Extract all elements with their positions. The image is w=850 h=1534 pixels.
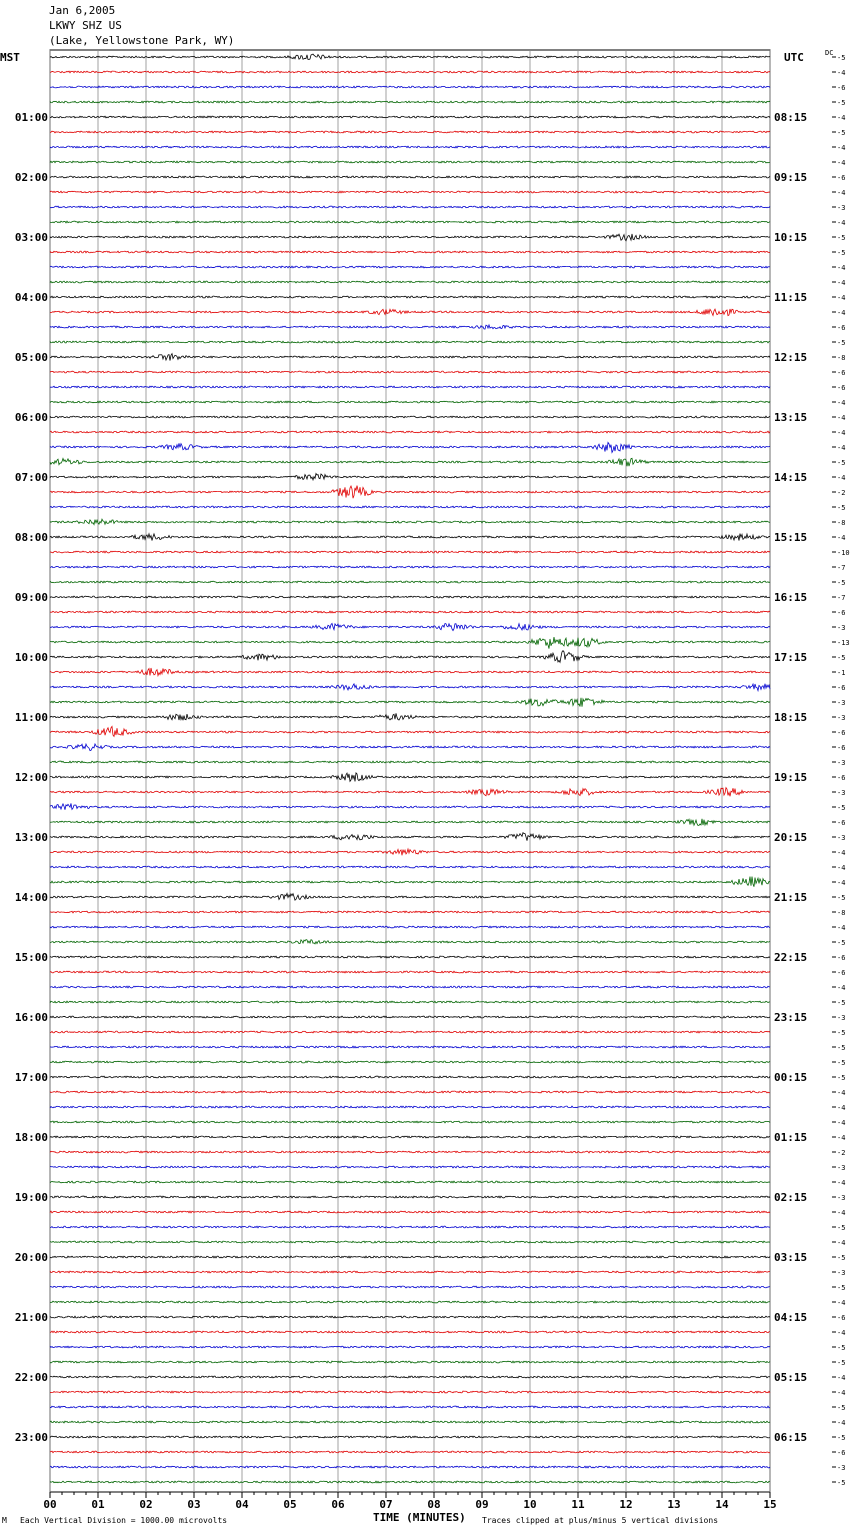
mst-time-label: 19:00: [14, 1191, 48, 1204]
utc-time-label: 21:15: [774, 891, 808, 904]
seismic-trace: [50, 281, 770, 283]
seismic-trace: [50, 1361, 770, 1363]
dc-offset-label: -7: [837, 564, 846, 572]
mst-time-label: 22:00: [14, 1371, 48, 1384]
seismic-trace: [50, 474, 770, 480]
dc-offset-label: -4: [837, 399, 846, 407]
dc-offset-label: -6: [837, 324, 846, 332]
seismic-trace: [50, 971, 770, 973]
seismic-trace: [50, 234, 770, 241]
clip-note: Traces clipped at plus/minus 5 vertical divisions: [482, 1516, 719, 1525]
seismic-trace: [50, 386, 770, 388]
seismic-trace: [50, 1001, 770, 1003]
dc-offset-label: -3: [837, 759, 846, 767]
dc-offset-label: -8: [837, 909, 846, 917]
seismic-trace: [50, 354, 770, 361]
dc-offset-label: -7: [837, 594, 846, 602]
dc-offset-label: -5: [837, 1254, 846, 1262]
seismic-trace: [50, 713, 770, 720]
seismic-trace: [50, 566, 770, 568]
dc-offset-label: -4: [837, 1374, 846, 1382]
dc-offset-label: -6: [837, 84, 846, 92]
seismic-trace: [50, 551, 770, 553]
dc-offset-label: -5: [837, 1029, 846, 1037]
utc-time-label: 16:15: [774, 591, 808, 604]
seismic-trace: [50, 54, 770, 59]
dc-offset-label: -3: [837, 1164, 846, 1172]
utc-time-label: 00:15: [774, 1071, 808, 1084]
dc-offset-label: -4: [837, 849, 846, 857]
dc-offset-label: -4: [837, 279, 846, 287]
dc-offset-label: -4: [837, 219, 846, 227]
seismic-trace: [50, 926, 770, 928]
utc-time-label: 19:15: [774, 771, 808, 784]
utc-time-label: 02:15: [774, 1191, 808, 1204]
seismic-trace: [50, 611, 770, 613]
dc-offset-label: -5: [837, 249, 846, 257]
dc-offset-label: -5: [837, 504, 846, 512]
seismic-trace: [50, 325, 770, 329]
seismic-trace: [50, 161, 770, 163]
mst-time-label: 03:00: [14, 231, 48, 244]
dc-offset-label: -1: [837, 669, 846, 677]
dc-offset-label: -4: [837, 444, 846, 452]
utc-time-label: 20:15: [774, 831, 808, 844]
dc-offset-label: -5: [837, 1479, 846, 1487]
x-tick-label: 03: [187, 1498, 201, 1511]
dc-axis-title: DC: [825, 49, 834, 57]
utc-axis-title: UTC: [784, 51, 804, 64]
dc-offset-label: -6: [837, 174, 846, 182]
seismic-trace: [50, 1016, 770, 1018]
seismic-trace: [50, 1196, 770, 1198]
utc-time-label: 04:15: [774, 1311, 808, 1324]
x-tick-label: 04: [235, 1498, 249, 1511]
dc-offset-label: -5: [837, 1404, 846, 1412]
dc-offset-label: -4: [837, 864, 846, 872]
dc-offset-label: -4: [837, 1209, 846, 1217]
x-tick-label: 14: [715, 1498, 729, 1511]
dc-offset-label: -4: [837, 144, 846, 152]
plot-frame: [50, 50, 770, 1492]
mst-time-label: 04:00: [14, 291, 48, 304]
seismic-trace: [50, 116, 770, 118]
utc-time-label: 23:15: [774, 1011, 808, 1024]
mst-time-label: 21:00: [14, 1311, 48, 1324]
seismic-trace: [50, 744, 770, 751]
seismic-trace: [50, 442, 770, 452]
seismic-trace: [50, 1421, 770, 1423]
dc-offset-label: -5: [837, 1074, 846, 1082]
dc-offset-label: -5: [837, 1224, 846, 1232]
seismic-trace: [50, 1046, 770, 1048]
dc-offset-label: -3: [837, 1194, 846, 1202]
mst-time-label: 02:00: [14, 171, 48, 184]
dc-offset-label: -4: [837, 1329, 846, 1337]
dc-offset-label: -3: [837, 699, 846, 707]
utc-time-label: 09:15: [774, 171, 808, 184]
seismic-trace: [50, 1301, 770, 1303]
x-tick-label: 08: [427, 1498, 441, 1511]
dc-offset-label: -3: [837, 789, 846, 797]
x-tick-label: 01: [91, 1498, 105, 1511]
seismic-trace: [50, 101, 770, 103]
dc-offset-label: -2: [837, 1149, 846, 1157]
dc-offset-label: -6: [837, 369, 846, 377]
seismic-trace: [50, 519, 770, 524]
seismic-trace: [50, 1436, 770, 1438]
seismic-trace: [50, 1331, 770, 1333]
dc-offset-label: -4: [837, 984, 846, 992]
seismic-trace: [50, 221, 770, 223]
dc-offset-label: -5: [837, 459, 846, 467]
utc-time-label: 06:15: [774, 1431, 808, 1444]
dc-offset-label: -4: [837, 309, 846, 317]
mst-time-label: 08:00: [14, 531, 48, 544]
mst-time-label: 23:00: [14, 1431, 48, 1444]
station-label: LKWY SHZ US: [49, 19, 122, 32]
seismic-trace: [50, 191, 770, 193]
mst-time-label: 15:00: [14, 951, 48, 964]
dc-offset-label: -5: [837, 1359, 846, 1367]
seismic-trace: [50, 206, 770, 208]
seismic-trace: [50, 1166, 770, 1168]
dc-offset-label: -4: [837, 1419, 846, 1427]
dc-offset-label: -3: [837, 624, 846, 632]
dc-offset-label: -6: [837, 609, 846, 617]
scale-note: Each Vertical Division = 1000.00 microvolts: [20, 1516, 228, 1525]
dc-offset-label: -6: [837, 684, 846, 692]
dc-offset-label: -8: [837, 354, 846, 362]
dc-offset-label: -6: [837, 729, 846, 737]
seismic-trace: [50, 1226, 770, 1228]
seismic-trace: [50, 1151, 770, 1153]
seismic-trace: [50, 86, 770, 88]
x-tick-label: 11: [571, 1498, 585, 1511]
dc-offset-label: -6: [837, 744, 846, 752]
x-tick-label: 09: [475, 1498, 489, 1511]
dc-offset-label: -4: [837, 264, 846, 272]
mst-time-label: 01:00: [14, 111, 48, 124]
utc-time-label: 22:15: [774, 951, 808, 964]
utc-time-label: 12:15: [774, 351, 808, 364]
mst-time-label: 16:00: [14, 1011, 48, 1024]
seismic-trace: [50, 1346, 770, 1348]
dc-offset-label: -5: [837, 129, 846, 137]
seismic-trace: [50, 1481, 770, 1483]
dc-offset-label: -4: [837, 1239, 846, 1247]
seismic-trace: [50, 1211, 770, 1213]
x-tick-label: 07: [379, 1498, 393, 1511]
utc-time-label: 01:15: [774, 1131, 808, 1144]
seismic-trace: [50, 940, 770, 944]
dc-offset-label: -5: [837, 654, 846, 662]
mst-time-label: 05:00: [14, 351, 48, 364]
mst-time-label: 17:00: [14, 1071, 48, 1084]
dc-offset-label: -5: [837, 999, 846, 1007]
mst-time-label: 18:00: [14, 1131, 48, 1144]
seismic-trace: [50, 1391, 770, 1393]
seismic-trace: [50, 1451, 770, 1453]
mst-time-label: 20:00: [14, 1251, 48, 1264]
dc-offset-label: -4: [837, 474, 846, 482]
dc-offset-label: -4: [837, 1179, 846, 1187]
seismic-trace: [50, 251, 770, 253]
seismic-trace: [50, 596, 770, 598]
seismic-trace: [50, 668, 770, 676]
seismic-trace: [50, 371, 770, 373]
dc-offset-label: -5: [837, 804, 846, 812]
mst-time-label: 07:00: [14, 471, 48, 484]
utc-time-label: 13:15: [774, 411, 808, 424]
dc-offset-label: -5: [837, 1044, 846, 1052]
dc-offset-label: -5: [837, 54, 846, 62]
seismic-trace: [50, 266, 770, 268]
seismic-trace: [50, 773, 770, 782]
seismic-trace: [50, 1076, 770, 1078]
mst-time-label: 11:00: [14, 711, 48, 724]
seismic-trace: [50, 1241, 770, 1243]
dc-offset-label: -6: [837, 819, 846, 827]
dc-offset-label: -3: [837, 1464, 846, 1472]
seismic-trace: [50, 534, 770, 541]
dc-offset-label: -2: [837, 489, 846, 497]
seismic-trace: [50, 1121, 770, 1123]
utc-time-label: 10:15: [774, 231, 808, 244]
seismic-trace: [50, 1031, 770, 1033]
seismic-trace: [50, 401, 770, 403]
x-tick-label: 13: [667, 1498, 681, 1511]
seismic-trace: [50, 1376, 770, 1378]
dc-offset-label: -5: [837, 579, 846, 587]
dc-offset-label: -6: [837, 969, 846, 977]
x-axis-title: TIME (MINUTES): [373, 1511, 466, 1524]
dc-offset-label: -4: [837, 924, 846, 932]
seismic-trace: [50, 866, 770, 868]
seismic-trace: [50, 131, 770, 133]
seismic-trace: [50, 1406, 770, 1408]
mst-time-label: 06:00: [14, 411, 48, 424]
seismic-trace: [50, 458, 770, 466]
dc-offset-label: -4: [837, 414, 846, 422]
seismic-trace: [50, 176, 770, 178]
seismic-trace: [50, 637, 770, 649]
dc-offset-label: -4: [837, 1389, 846, 1397]
dc-offset-label: -4: [837, 1134, 846, 1142]
seismic-trace: [50, 833, 770, 841]
seismic-trace: [50, 506, 770, 508]
seismic-trace: [50, 684, 770, 691]
seismic-trace: [50, 581, 770, 583]
seismic-trace: [50, 146, 770, 148]
x-tick-label: 00: [43, 1498, 57, 1511]
location-label: (Lake, Yellowstone Park, WY): [49, 34, 235, 47]
seismic-trace: [50, 1106, 770, 1108]
mst-time-label: 13:00: [14, 831, 48, 844]
dc-offset-label: -4: [837, 1089, 846, 1097]
seismic-trace: [50, 761, 770, 763]
seismic-trace: [50, 986, 770, 988]
dc-offset-label: -5: [837, 1434, 846, 1442]
dc-offset-label: -6: [837, 774, 846, 782]
dc-offset-label: -4: [837, 189, 846, 197]
seismic-trace: [50, 341, 770, 343]
utc-time-label: 15:15: [774, 531, 808, 544]
dc-offset-label: -3: [837, 834, 846, 842]
dc-offset-label: -6: [837, 1314, 846, 1322]
seismic-trace: [50, 911, 770, 913]
dc-offset-label: -5: [837, 1059, 846, 1067]
dc-offset-label: -5: [837, 1284, 846, 1292]
dc-offset-label: -4: [837, 429, 846, 437]
dc-offset-label: -3: [837, 1269, 846, 1277]
seismic-trace: [50, 803, 770, 809]
utc-time-label: 08:15: [774, 111, 808, 124]
seismic-trace: [50, 726, 770, 736]
seismic-trace: [50, 1256, 770, 1258]
dc-offset-label: -5: [837, 339, 846, 347]
utc-time-label: 11:15: [774, 291, 808, 304]
dc-offset-label: -4: [837, 294, 846, 302]
x-tick-label: 15: [763, 1498, 777, 1511]
dc-offset-label: -5: [837, 234, 846, 242]
dc-offset-label: -10: [837, 549, 850, 557]
seismic-trace: [50, 1181, 770, 1183]
dc-offset-label: -4: [837, 879, 846, 887]
dc-offset-label: -13: [837, 639, 850, 647]
utc-time-label: 18:15: [774, 711, 808, 724]
x-tick-label: 02: [139, 1498, 153, 1511]
seismic-trace: [50, 416, 770, 418]
dc-offset-label: -4: [837, 1119, 846, 1127]
utc-time-label: 14:15: [774, 471, 808, 484]
mst-time-label: 14:00: [14, 891, 48, 904]
dc-offset-label: -4: [837, 1104, 846, 1112]
dc-offset-label: -4: [837, 534, 846, 542]
mst-axis-title: MST: [0, 51, 20, 64]
seismic-trace: [50, 788, 770, 797]
dc-offset-label: -6: [837, 954, 846, 962]
utc-time-label: 17:15: [774, 651, 808, 664]
seismic-trace: [50, 893, 770, 900]
seismic-trace: [50, 956, 770, 958]
dc-offset-label: -5: [837, 99, 846, 107]
dc-offset-label: -6: [837, 384, 846, 392]
x-tick-label: 06: [331, 1498, 345, 1511]
x-tick-label: 05: [283, 1498, 297, 1511]
seismic-trace: [50, 1466, 770, 1468]
mst-time-label: 10:00: [14, 651, 48, 664]
utc-time-label: 03:15: [774, 1251, 808, 1264]
seismic-trace: [50, 309, 770, 316]
seismic-trace: [50, 486, 770, 499]
dc-offset-label: -3: [837, 714, 846, 722]
seismic-trace: [50, 296, 770, 298]
seismic-trace: [50, 651, 770, 663]
dc-offset-label: -6: [837, 1449, 846, 1457]
dc-offset-label: -3: [837, 204, 846, 212]
mst-time-label: 12:00: [14, 771, 48, 784]
dc-offset-label: -4: [837, 159, 846, 167]
dc-offset-label: -4: [837, 69, 846, 77]
corner-mark: M: [2, 1516, 7, 1525]
dc-offset-label: -3: [837, 1014, 846, 1022]
seismic-trace: [50, 1271, 770, 1273]
seismic-trace: [50, 877, 770, 887]
seismic-trace: [50, 623, 770, 630]
seismic-trace: [50, 1316, 770, 1318]
utc-time-label: 05:15: [774, 1371, 808, 1384]
seismic-trace: [50, 819, 770, 826]
seismic-trace: [50, 698, 770, 707]
date-label: Jan 6,2005: [49, 4, 116, 17]
seismic-trace: [50, 71, 770, 73]
dc-offset-label: -4: [837, 1299, 846, 1307]
dc-offset-label: -5: [837, 939, 846, 947]
x-tick-label: 10: [523, 1498, 537, 1511]
dc-offset-label: -4: [837, 114, 846, 122]
dc-offset-label: -8: [837, 519, 846, 527]
seismic-trace: [50, 849, 770, 855]
dc-offset-label: -5: [837, 1344, 846, 1352]
dc-offset-label: -5: [837, 894, 846, 902]
seismic-trace: [50, 1136, 770, 1138]
mst-time-label: 09:00: [14, 591, 48, 604]
seismic-trace: [50, 1061, 770, 1063]
seismic-trace: [50, 431, 770, 433]
seismic-trace: [50, 1286, 770, 1288]
seismic-trace: [50, 1091, 770, 1093]
x-tick-label: 12: [619, 1498, 633, 1511]
